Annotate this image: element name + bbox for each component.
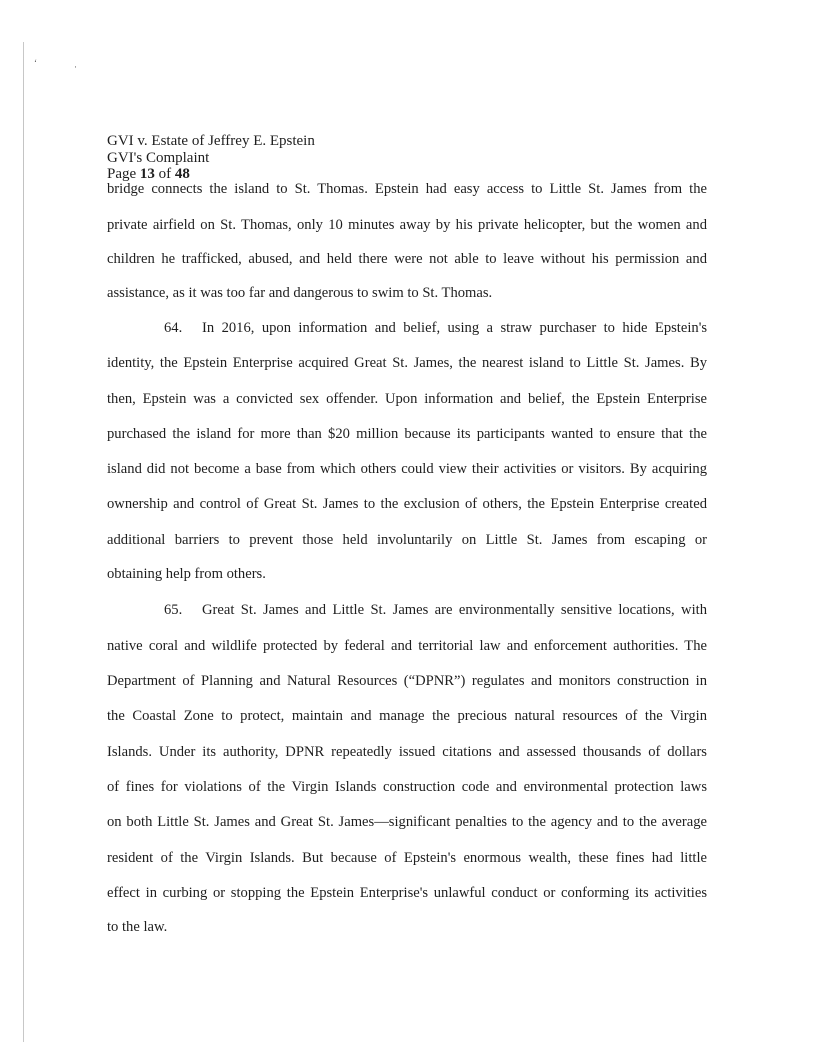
text-line: to the law.	[107, 919, 168, 935]
page-header	[107, 133, 315, 183]
text-line: assistance, as it was too far and dangerous to swim to St. Thomas.	[107, 285, 493, 301]
page-label: Page	[107, 166, 140, 182]
text-line: obtaining help from others.	[107, 566, 266, 582]
text-line: In 2016, upon information and belief, using a straw purchaser to hide Epstein's	[202, 320, 707, 336]
text-line: of fines for violations of the Virgin Islands construction code and environmental protection laws	[107, 779, 707, 795]
text-line: children he trafficked, abused, and held there were not able to leave without his permission and	[107, 251, 707, 267]
text-line: on both Little St. James and Great St. James—significant penalties to the agency and to the average	[107, 814, 707, 830]
text-line: the Coastal Zone to protect, maintain and manage the precious natural resources of the Virgin	[107, 708, 707, 724]
text-line: purchased the island for more than $20 million because its participants wanted to ensure that the	[107, 426, 707, 442]
page-total: 48	[174, 166, 190, 182]
page-of: of	[154, 166, 175, 182]
text-line: native coral and wildlife protected by federal and territorial law and enforcement authorities. The	[107, 638, 707, 654]
paragraph-65-first-line	[164, 602, 707, 619]
page-current: 13	[139, 166, 155, 182]
case-title: GVI v. Estate of Jeffrey E. Epstein	[107, 133, 315, 149]
text-line: bridge connects the island to St. Thomas. Epstein had easy access to Little St. James from the	[107, 181, 707, 197]
scan-speck: ·	[74, 62, 77, 72]
text-line: resident of the Virgin Islands. But because of Epstein's enormous wealth, these fines had little	[107, 850, 707, 866]
text-line: Great St. James and Little St. James are environmentally sensitive locations, with	[202, 602, 707, 618]
paragraph-number: 65.	[164, 602, 183, 618]
text-line: Islands. Under its authority, DPNR repeatedly issued citations and assessed thousands of dollars	[107, 744, 707, 760]
text-line: Department of Planning and Natural Resources (“DPNR”) regulates and monitors construction in	[107, 673, 707, 689]
text-line: effect in curbing or stopping the Epstein Enterprise's unlawful conduct or conforming its activities	[107, 885, 707, 901]
scan-speck: ‘	[34, 58, 37, 68]
text-line: additional barriers to prevent those held involuntarily on Little St. James from escaping or	[107, 532, 707, 548]
text-line: private airfield on St. Thomas, only 10 minutes away by his private helicopter, but the women and	[107, 217, 707, 233]
document-title: GVI's Complaint	[107, 149, 210, 166]
text-line: island did not become a base from which others could view their activities or visitors. By acquiring	[107, 461, 707, 477]
text-line: identity, the Epstein Enterprise acquired Great St. James, the nearest island to Little St. James. By	[107, 355, 707, 371]
text-line: then, Epstein was a convicted sex offender. Upon information and belief, the Epstein Enterprise	[107, 391, 707, 407]
scan-edge-line	[23, 42, 24, 1042]
text-line: ownership and control of Great St. James to the exclusion of others, the Epstein Enterprise created	[107, 496, 707, 512]
paragraph-64-first-line	[164, 320, 707, 337]
paragraph-number: 64.	[164, 320, 183, 336]
